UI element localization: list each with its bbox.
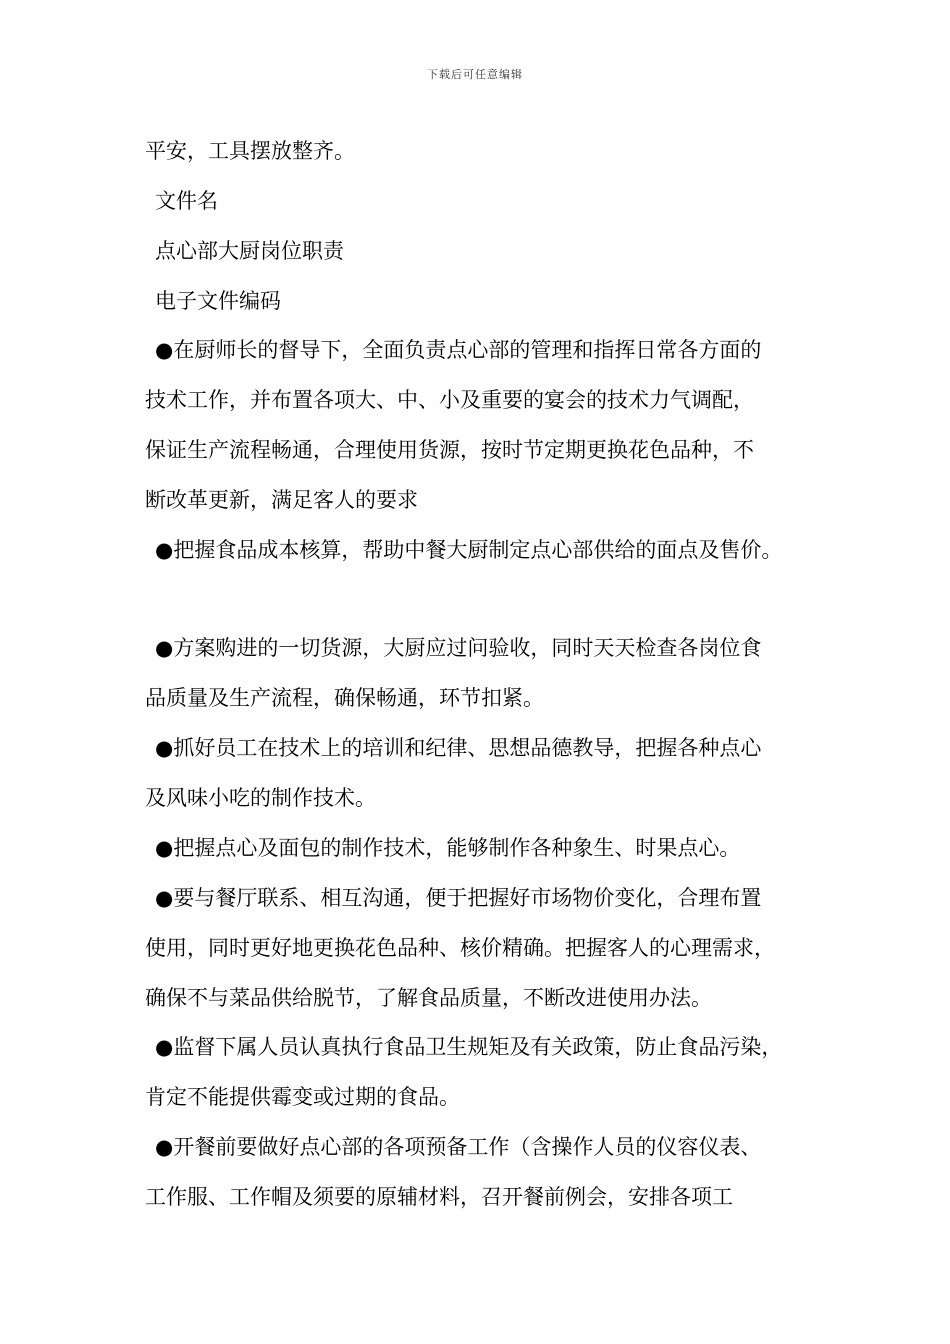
body-line: 品质量及生产流程，确保畅通，环节扣紧。 xyxy=(145,686,544,710)
body-line: ●方案购进的一切货源，大厨应过问验收，同时天天检查各岗位食 xyxy=(155,636,762,660)
body-line: 点心部大厨岗位职责 xyxy=(155,239,344,263)
body-line: 使用，同时更好地更换花色品种、核价精确。把握客人的心理需求， xyxy=(145,936,775,960)
body-line: 断改革更新，满足客人的要求 xyxy=(145,488,418,512)
body-line: 技术工作，并布置各项大、中、小及重要的宴会的技术力气调配， xyxy=(145,388,754,412)
body-line: 肯定不能提供霉变或过期的食品。 xyxy=(145,1085,460,1109)
body-line: 及风味小吃的制作技术。 xyxy=(145,786,376,810)
body-line: 工作服、工作帽及须要的原辅材料，召开餐前例会，安排各项工 xyxy=(145,1185,733,1209)
body-line: 保证生产流程畅通，合理使用货源，按时节定期更换花色品种，不 xyxy=(145,438,754,462)
body-line: 文件名 xyxy=(155,189,218,213)
body-line: ●开餐前要做好点心部的各项预备工作（含操作人员的仪容仪表、 xyxy=(155,1135,762,1159)
page-header: 下载后可任意编辑 xyxy=(427,68,523,81)
body-line: 电子文件编码 xyxy=(155,289,281,313)
body-line: 平安，工具摆放整齐。 xyxy=(145,139,355,163)
body-line: ●抓好员工在技术上的培训和纪律、思想品德教导，把握各种点心 xyxy=(155,736,762,760)
body-line: ●把握食品成本核算，帮助中餐大厨制定点心部供给的面点及售价。 xyxy=(155,538,783,562)
body-line: ●在厨师长的督导下，全面负责点心部的管理和指挥日常各方面的 xyxy=(155,338,762,362)
body-line: ●要与餐厅联系、相互沟通，便于把握好市场物价变化，合理布置 xyxy=(155,886,762,910)
body-line: ●把握点心及面包的制作技术，能够制作各种象生、时果点心。 xyxy=(155,836,741,860)
body-line: 确保不与菜品供给脱节，了解食品质量，不断改进使用办法。 xyxy=(145,986,712,1010)
body-line: ●监督下属人员认真执行食品卫生规矩及有关政策，防止食品污染， xyxy=(155,1035,783,1059)
